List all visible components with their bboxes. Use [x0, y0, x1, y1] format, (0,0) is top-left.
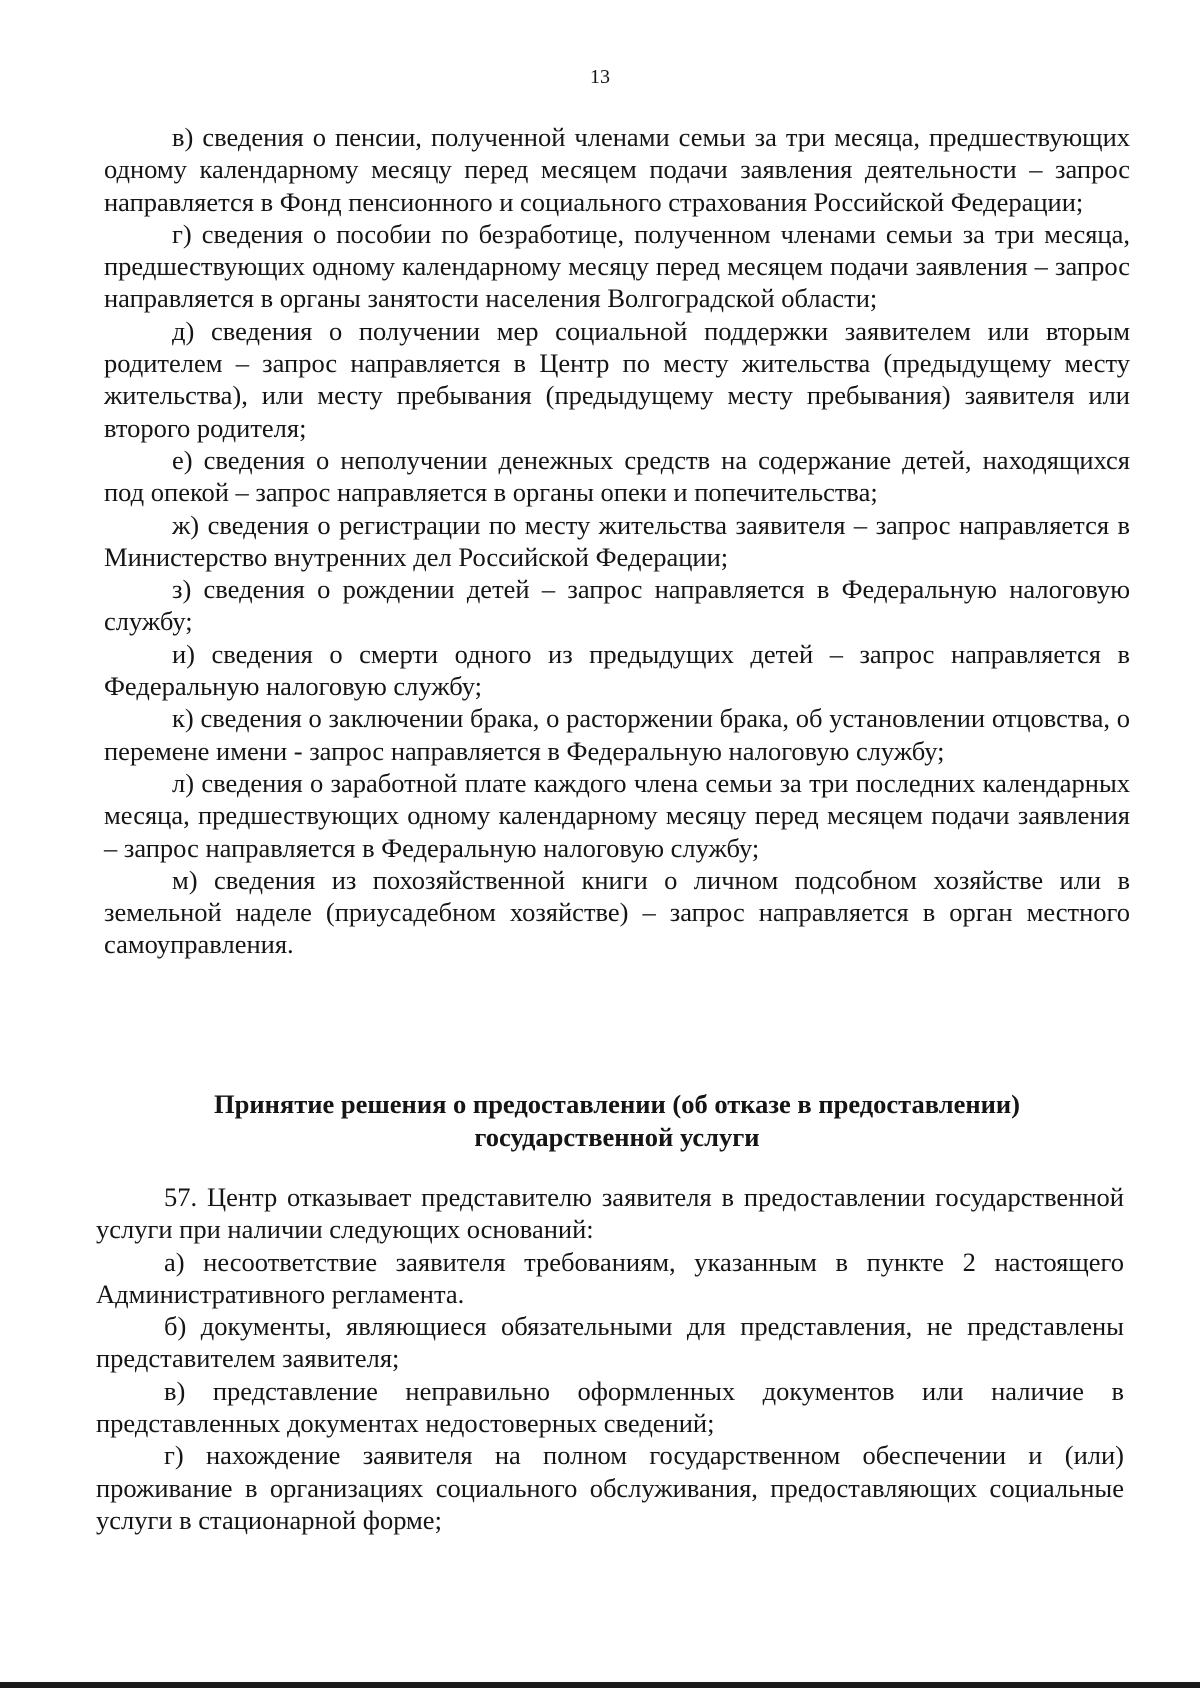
bottom-scan-edge: [0, 1682, 1200, 1688]
paragraph-item-v-2: в) представление неправильно оформленных документов или наличие в представленных документах недостоверных сведений;: [96, 1375, 1124, 1439]
section-heading: [104, 1088, 1130, 1154]
paragraph-item-e: е) сведения о неполучении денежных средств на содержание детей, находящихся под опекой – запрос направляется в органы опеки и попечительства;: [104, 444, 1130, 508]
paragraph-item-a: а) несоответствие заявителя требованиям, указанным в пункте 2 настоящего Административного регламента.: [96, 1246, 1124, 1309]
paragraph-item-k: к) сведения о заключении брака, о расторжении брака, об установлении отцовства, о перемене имени - запрос направляется в Федеральную налоговую службу;: [104, 703, 1130, 766]
paragraph-item-d: д) сведения о получении мер социальной поддержки заявителем или вторым родителем – запрос направляется в Центр по месту жительства (предыдущему месту жительства), или месту пребывания (предыдущему месту пребывания) заявителя или второго родителя;: [104, 315, 1130, 443]
paragraph-57: 57. Центр отказывает представителю заявителя в предоставлении государственной услуги при наличии следующих оснований:: [96, 1182, 1124, 1245]
section-heading-line-1: Принятие решения о предоставлении (об отказе в предоставлении): [214, 1089, 1020, 1119]
paragraph-item-l: л) сведения о заработной плате каждого члена семьи за три последних календарных месяца, предшествующих одному календарному месяцу перед месяцем подачи заявления – запрос направляется в Федеральную налоговую службу;: [104, 767, 1130, 863]
paragraph-item-b: б) документы, являющиеся обязательными для представления, не представлены представителем заявителя;: [96, 1311, 1124, 1374]
paragraph-item-g-2: г) нахождение заявителя на полном государственном обеспечении и (или) проживание в организациях социального обслуживания, предоставляющих социальные услуги в стационарной форме;: [96, 1440, 1124, 1535]
paragraph-item-g: г) сведения о пособии по безработице, полученном членами семьи за три месяца, предшествующих одному календарному месяцу перед месяцем подачи заявления – запрос направляется в органы занятости населения Волгоградской области;: [104, 218, 1130, 314]
list-block-refusal-grounds: [96, 1181, 1124, 1536]
paragraph-item-zh: ж) сведения о регистрации по месту жительства заявителя – запрос направляется в Министерство внутренних дел Российской Федерации;: [104, 509, 1130, 572]
section-heading-line-2: государственной услуги: [474, 1122, 760, 1152]
page-number: 13: [590, 66, 610, 88]
paragraph-item-z: з) сведения о рождении детей – запрос направляется в Федеральную налоговую службу;: [104, 574, 1130, 637]
paragraph-item-i: и) сведения о смерти одного из предыдущих детей – запрос направляется в Федеральную налоговую службу;: [104, 638, 1130, 702]
paragraph-item-m: м) сведения из похозяйственной книги о личном подсобном хозяйстве или в земельной наделе (приусадебном хозяйстве) – запрос направляется в орган местного самоуправления.: [104, 864, 1130, 960]
paragraph-item-v: в) сведения о пенсии, полученной членами семьи за три месяца, предшествующих одному календарному месяцу перед месяцем подачи заявления деятельности – запрос направляется в Фонд пенсионного и социального страхования Российской Федерации;: [104, 122, 1130, 217]
list-block-information-requests: [104, 121, 1130, 961]
